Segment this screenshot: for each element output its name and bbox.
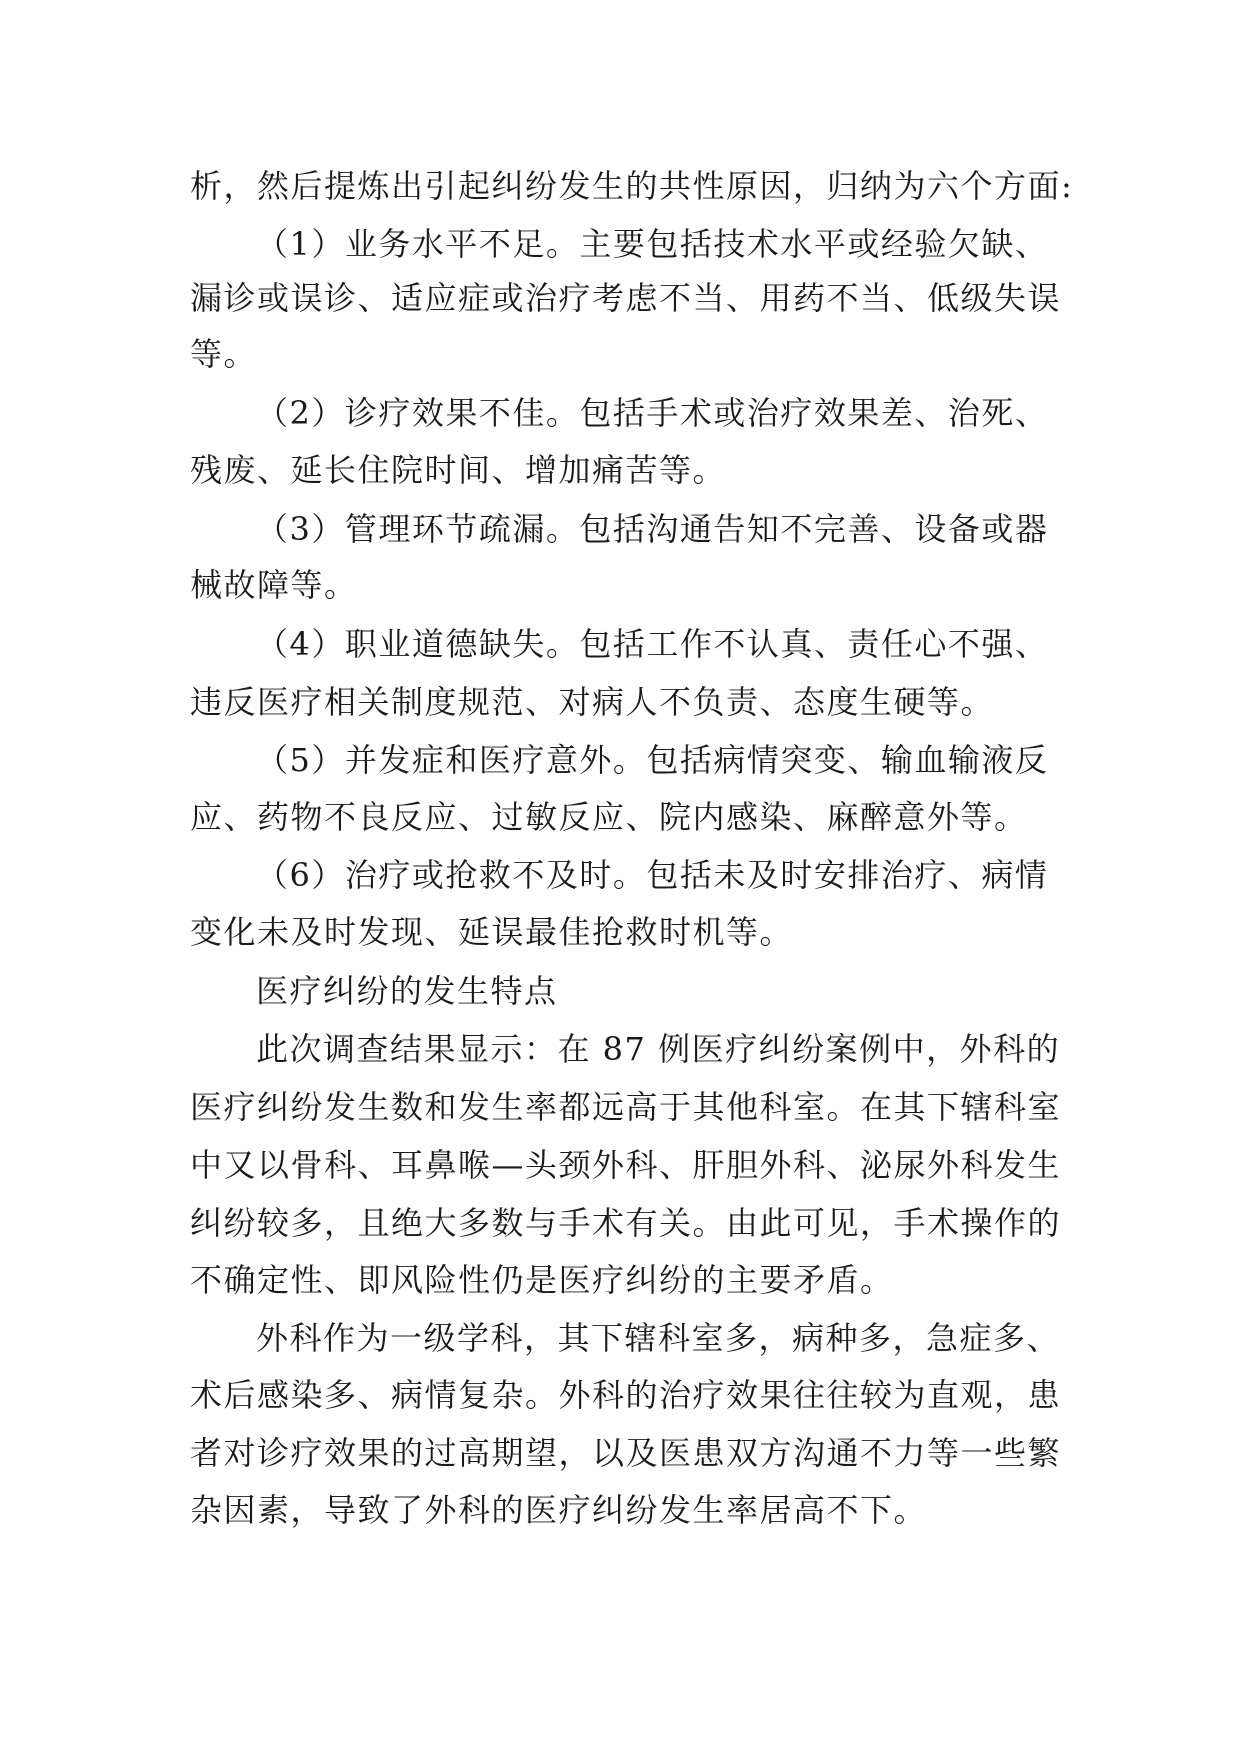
text-line: 械故障等。	[190, 566, 358, 604]
text-line: 漏诊或误诊、适应症或治疗考虑不当、用药不当、低级失误	[190, 279, 1062, 317]
text-line: 外科作为一级学科，其下辖科室多，病种多，急症多、	[256, 1319, 1061, 1357]
text-line: （3）管理环节疏漏。包括沟通告知不完善、设备或器	[256, 510, 1049, 548]
text-line: 中又以骨科、耳鼻喉—头颈外科、肝胆外科、泌尿外科发生	[190, 1146, 1062, 1184]
text-line: 等。	[190, 335, 258, 373]
text-line: 杂因素，导致了外科的医疗纠纷发生率居高不下。	[190, 1491, 928, 1529]
text-line: （5）并发症和医疗意外。包括病情突变、输血输液反	[256, 741, 1049, 779]
text-line: 残废、延长住院时间、增加痛苦等。	[190, 451, 727, 489]
text-line: 析，然后提炼出引起纠纷发生的共性原因，归纳为六个方面:	[190, 167, 1074, 205]
text-line: 此次调查结果显示：在 87 例医疗纠纷案例中，外科的	[256, 1030, 1061, 1068]
text-line: （4）职业道德缺失。包括工作不认真、责任心不强、	[256, 625, 1049, 663]
text-line: （1）业务水平不足。主要包括技术水平或经验欠缺、	[256, 225, 1049, 263]
text-line: 术后感染多、病情复杂。外科的治疗效果往往较为直观，患	[190, 1376, 1062, 1414]
text-line: 者对诊疗效果的过高期望，以及医患双方沟通不力等一些繁	[190, 1434, 1062, 1472]
text-line: （2）诊疗效果不佳。包括手术或治疗效果差、治死、	[256, 394, 1049, 432]
text-line: 医疗纠纷发生数和发生率都远高于其他科室。在其下辖科室	[190, 1088, 1062, 1126]
text-line: 变化未及时发现、延误最佳抢救时机等。	[190, 913, 794, 951]
text-line: 不确定性、即风险性仍是医疗纠纷的主要矛盾。	[190, 1261, 894, 1299]
text-line: 违反医疗相关制度规范、对病人不负责、态度生硬等。	[190, 683, 995, 721]
text-line: （6）治疗或抢救不及时。包括未及时安排治疗、病情	[256, 856, 1049, 894]
text-line: 应、药物不良反应、过敏反应、院内感染、麻醉意外等。	[190, 798, 1028, 836]
section-heading: 医疗纠纷的发生特点	[256, 972, 558, 1010]
text-line: 纠纷较多，且绝大多数与手术有关。由此可见，手术操作的	[190, 1204, 1062, 1242]
